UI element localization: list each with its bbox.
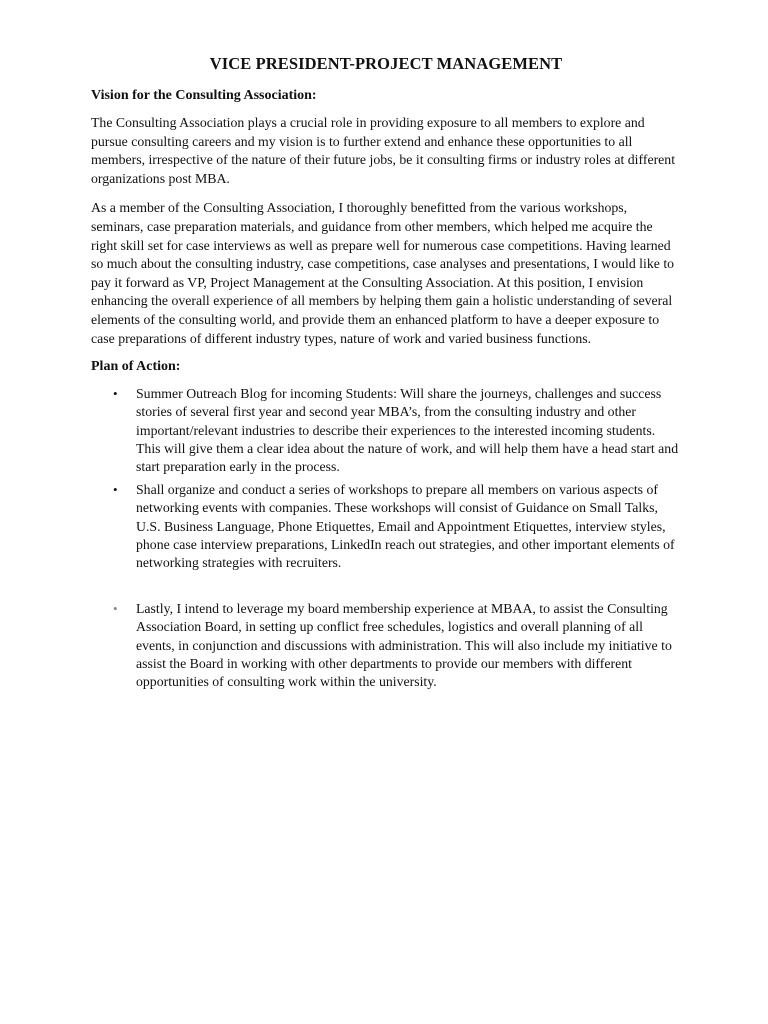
- experience-paragraph: As a member of the Consulting Association, I thoroughly benefitted from the various workshops, seminars, case preparation materials, and guidance from other members, which helped me acquire the right skill set for case interviews as well as prepare well for numerous case competitions. Having learned so much about the consulting industry, case competitions, case analyses and presentations, I would like to pay it forward as VP, Project Management at the Consulting Association. At this position, I envision enhancing the overall experience of all members by helping them gain a holistic understanding of several elements of the consulting world, and provide them an enhanced platform to have a deeper exposure to case preparations of different industry types, nature of work and varied business functions.: [91, 200, 675, 346]
- list-item: [91, 385, 681, 476]
- list-item: [91, 481, 681, 572]
- document-page: [91, 54, 681, 696]
- list-item-text: Lastly, I intend to leverage my board membership experience at MBAA, to assist the Consulting Association Board, in setting up conflict free schedules, logistics and overall planning of all events, in conjunction and discussions with administration. This will also include my initiative to assist the Board in working with other departments to provide our members with different opportunities of consulting work within the university.: [136, 601, 672, 689]
- bullet-icon: •: [113, 601, 118, 617]
- vision-heading: Vision for the Consulting Association:: [91, 88, 317, 103]
- list-item: [91, 600, 681, 691]
- bullet-icon: •: [113, 482, 118, 498]
- list-item-text: Summer Outreach Blog for incoming Students: Will share the journeys, challenges and success stories of several first year and second year MBA’s, from the consulting industry and other important/relevant industries to describe their experiences to the interested incoming students. This will give them a clear idea about the nature of work, and will help them have a head start and start preparation early in the process.: [136, 386, 679, 474]
- action-list: [91, 385, 681, 691]
- list-item-text: Shall organize and conduct a series of workshops to prepare all members on various aspects of networking events with companies. These workshops will consist of Guidance on Small Talks, U.S. Business Language, Phone Etiquettes, Email and Appointment Etiquettes, interview styles, phone case interview preparations, LinkedIn reach out strategies, and other important elements of networking strategies with recruiters.: [136, 482, 675, 570]
- bullet-icon: •: [113, 386, 118, 402]
- plan-heading: Plan of Action:: [91, 359, 181, 375]
- vision-paragraph: The Consulting Association plays a crucial role in providing exposure to all members to explore and pursue consulting careers and my vision is to further extend and enhance these opportunities to all members, irrespective of the nature of their future jobs, be it consulting firms or industry roles at different organizations post MBA.: [91, 115, 676, 186]
- document-title: VICE PRESIDENT-PROJECT MANAGEMENT: [209, 54, 563, 73]
